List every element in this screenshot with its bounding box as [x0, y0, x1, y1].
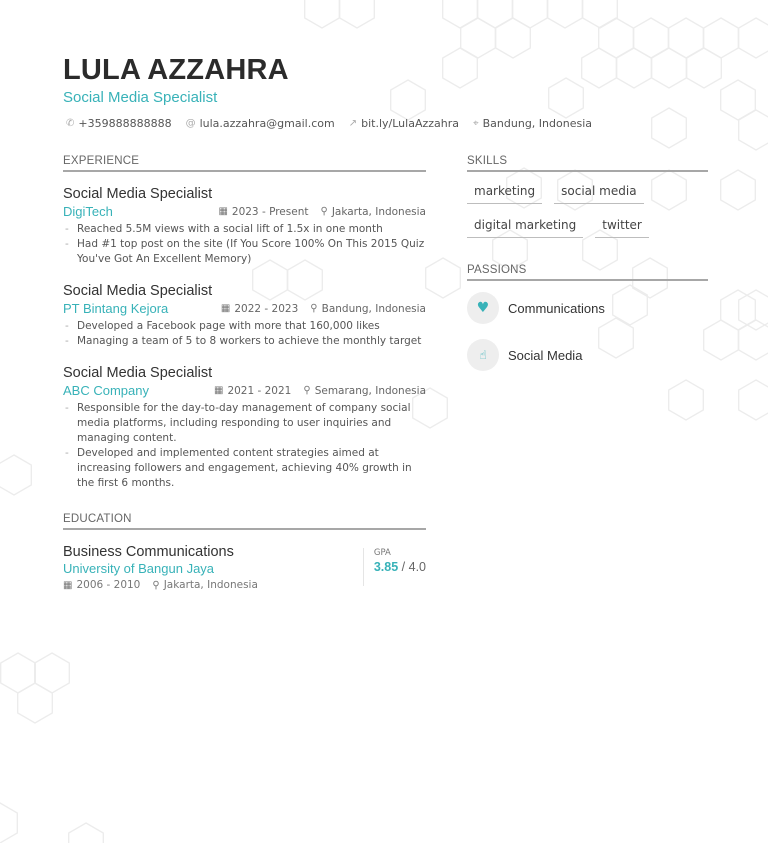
job-bullet: - Had #1 top post on the site (If You Score 100% On This 2015 Quiz You've Got An Excellent Memory)	[63, 237, 426, 267]
passions-heading: PASSIONS	[467, 264, 708, 281]
location-pin-icon: ⚲	[303, 385, 311, 396]
contact-link-text: bit.ly/LulaAzzahra	[361, 117, 459, 130]
job-role: Social Media Specialist	[63, 365, 213, 381]
experience-entry	[63, 186, 426, 267]
thumbs-up-icon: ☝	[467, 339, 499, 371]
gpa-block	[363, 548, 426, 586]
contact-location	[473, 117, 592, 130]
skill-tag: twitter	[595, 216, 649, 238]
phone-icon: ✆	[66, 118, 75, 129]
education-section	[63, 513, 426, 591]
location-pin-icon: ⚲	[152, 579, 160, 591]
edu-degree: Business Communications	[63, 544, 234, 560]
skills-heading: SKILLS	[467, 155, 708, 172]
job-dates: 2021 - 2021	[227, 384, 292, 397]
skill-tag: digital marketing	[467, 216, 583, 238]
skills-list	[467, 182, 717, 238]
job-role: Social Media Specialist	[63, 283, 213, 299]
job-bullet: - Reached 5.5M views with a social lift of 1.5x in one month	[63, 222, 426, 237]
calendar-icon: ▦	[220, 303, 231, 314]
calendar-icon: ▦	[63, 579, 73, 591]
edu-location: Jakarta, Indonesia	[163, 579, 258, 591]
location-pin-icon: ⚲	[310, 303, 318, 314]
passion-item	[467, 292, 708, 324]
edu-school: University of Bangun Jaya	[63, 561, 215, 576]
contact-link[interactable]	[349, 117, 459, 130]
job-location: Semarang, Indonesia	[314, 384, 426, 397]
right-column	[467, 155, 708, 371]
left-column	[63, 155, 426, 591]
job-location: Jakarta, Indonesia	[331, 205, 426, 218]
job-dates: 2022 - 2023	[234, 302, 299, 315]
job-bullet: - Developed a Facebook page with more that 160,000 likes	[63, 319, 426, 334]
experience-entry	[63, 365, 426, 491]
job-bullets	[63, 222, 426, 267]
contact-bar	[66, 117, 592, 130]
contact-location-text: Bandung, Indonesia	[482, 117, 592, 130]
location-pin-icon: ⚲	[320, 206, 328, 217]
education-entry	[63, 544, 426, 591]
job-dates: 2023 - Present	[231, 205, 309, 218]
education-heading: EDUCATION	[63, 513, 426, 530]
passion-label: Communications	[508, 300, 605, 316]
heart-icon: ♥	[467, 292, 499, 324]
job-company: DigiTech	[63, 204, 113, 219]
gpa-label: GPA	[373, 548, 391, 558]
job-bullet: - Developed and implemented content strategies aimed at increasing followers and engagement, achieving 40% growth in the first 6 months.	[63, 446, 426, 491]
link-icon: ↗	[348, 118, 358, 129]
location-icon: ⌖	[473, 118, 479, 129]
calendar-icon: ▦	[213, 385, 224, 396]
candidate-name: LULA AZZAHRA	[63, 54, 289, 86]
job-bullet: - Managing a team of 5 to 8 workers to achieve the monthly target	[63, 334, 426, 349]
job-bullets	[63, 319, 426, 349]
contact-phone-text: +359888888888	[78, 117, 172, 130]
passions-section	[467, 264, 708, 371]
gpa-value: 3.85	[373, 560, 399, 574]
job-location: Bandung, Indonesia	[321, 302, 426, 315]
contact-email[interactable]	[186, 117, 335, 130]
gpa-max: / 4.0	[398, 560, 426, 574]
passion-item	[467, 339, 708, 371]
skill-tag: social media	[554, 182, 643, 204]
experience-entry	[63, 283, 426, 349]
job-bullet: - Responsible for the day-to-day management of company social media platforms, including responding to user inquiries and managing content.	[63, 401, 426, 446]
job-role: Social Media Specialist	[63, 186, 213, 202]
at-icon: @	[185, 118, 196, 129]
experience-heading: EXPERIENCE	[63, 155, 426, 172]
job-company: PT Bintang Kejora	[63, 301, 169, 316]
edu-dates: 2006 - 2010	[76, 579, 141, 591]
passion-label: Social Media	[508, 347, 583, 363]
skill-tag: marketing	[467, 182, 542, 204]
job-company: ABC Company	[63, 383, 149, 398]
contact-phone[interactable]	[66, 117, 172, 130]
calendar-icon: ▦	[218, 206, 228, 217]
contact-email-text: lula.azzahra@gmail.com	[199, 117, 335, 130]
candidate-title: Social Media Specialist	[63, 89, 218, 106]
job-bullets	[63, 401, 426, 491]
